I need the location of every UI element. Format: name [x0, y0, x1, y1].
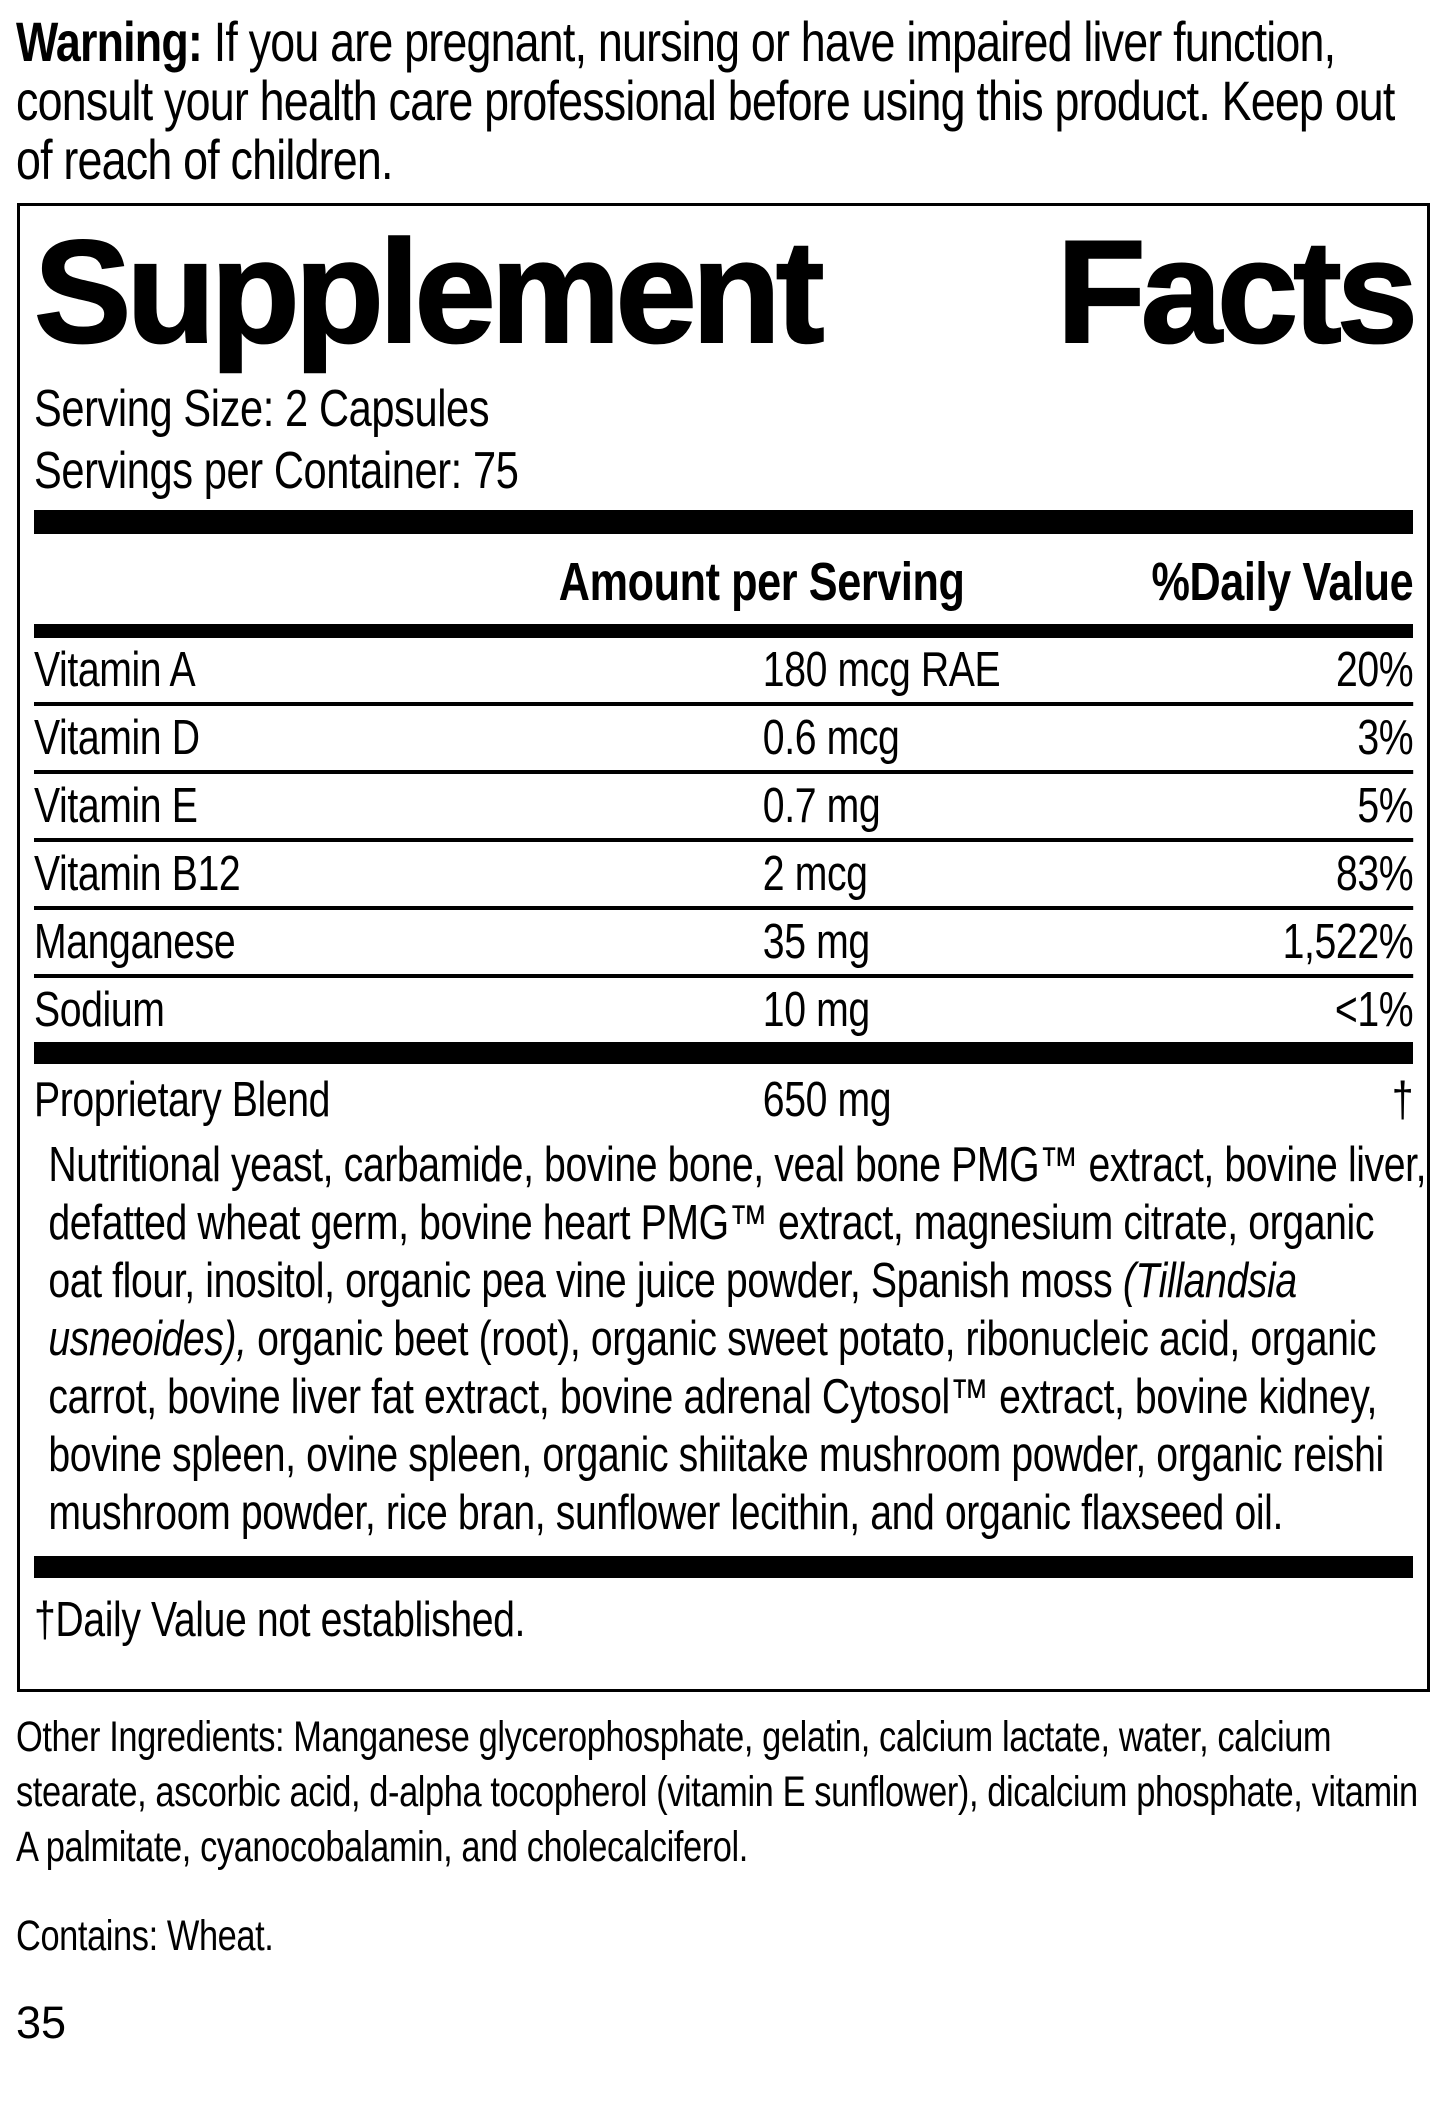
nutrient-name: Vitamin E [34, 779, 198, 833]
nutrient-row [34, 770, 1413, 838]
divider-medium-header [34, 624, 1413, 638]
nutrient-name: Manganese [34, 915, 236, 969]
divider-thick-bottom [34, 1556, 1413, 1578]
nutrient-name: Vitamin A [34, 643, 196, 697]
warning-paragraph [16, 12, 1429, 189]
other-ingredients: Other Ingredients: Manganese glycerophosphate, gelatin, calcium lactate, water, calcium stearate, ascorbic acid, d-alpha tocopherol (vitamin E sunflower), dicalcium phosphate, vitamin A palmitate, cyanocobalamin, and cholecalciferol. [16, 1713, 1418, 1871]
nutrient-row [34, 838, 1413, 906]
nutrient-dv: 1,522% [1282, 915, 1414, 969]
nutrient-amount: 10 mg [762, 983, 870, 1037]
nutrient-amount: 0.7 mg [762, 779, 881, 833]
nutrient-row [34, 638, 1413, 702]
nutrient-dv: 5% [1357, 779, 1414, 833]
serving-size: Serving Size: 2 Capsules [34, 380, 490, 438]
proprietary-blend-row [34, 1064, 1413, 1134]
nutrient-dv: 3% [1357, 711, 1414, 765]
nutrient-name: Vitamin B12 [34, 847, 241, 901]
daily-value-header: %Daily Value [1151, 552, 1414, 612]
column-header-row [34, 534, 1413, 624]
nutrient-name: Sodium [34, 983, 165, 1037]
nutrient-row [34, 974, 1413, 1042]
panel-title-right: Facts [1056, 210, 1413, 373]
nutrient-dv: <1% [1334, 983, 1414, 1037]
supplement-facts-panel [17, 203, 1430, 1692]
divider-thick-top [34, 510, 1413, 534]
nutrient-amount: 35 mg [762, 915, 870, 969]
nutrient-amount: 0.6 mcg [762, 711, 900, 765]
panel-title [34, 210, 1413, 373]
nutrient-name: Vitamin D [34, 711, 200, 765]
blend-description-latin-name: (Tillandsia usneoides), [48, 1254, 1297, 1366]
blend-amount: 650 mg [762, 1073, 892, 1127]
daily-value-footnote: †Daily Value not established. [34, 1593, 526, 1647]
blend-description-post: organic beet (root), organic sweet potato, ribonucleic acid, organic carrot, bovine liver fat extract, bovine adrenal Cytosol™ extract, bovine kidney, bovine spleen, ovine spleen, organic shiitake mushroom powder, organic reishi mushroom powder, rice bran, sunflower lecithin, and organic flaxseed oil. [48, 1312, 1384, 1540]
servings-per-container: Servings per Container: 75 [34, 442, 519, 500]
dagger-symbol: † [1391, 1073, 1414, 1127]
page-number: 35 [16, 1997, 67, 2048]
divider-thick-middle [34, 1042, 1413, 1064]
blend-name: Proprietary Blend [34, 1073, 331, 1127]
nutrient-row [34, 906, 1413, 974]
contains-statement: Contains: Wheat. [16, 1912, 274, 1960]
panel-title-left: Supplement [34, 210, 820, 373]
nutrient-row [34, 702, 1413, 770]
nutrient-dv: 20% [1335, 643, 1414, 697]
blend-description-pre: Nutritional yeast, carbamide, bovine bone, veal bone PMG™ extract, bovine liver, defatted wheat germ, bovine heart PMG™ extract, magnesium citrate, organic oat flour, inositol, organic pea vine juice powder, Spanish moss [48, 1138, 1427, 1308]
nutrient-amount: 180 mcg RAE [762, 643, 1001, 697]
amount-per-serving-header: Amount per Serving [558, 552, 965, 612]
blend-description [34, 1134, 1430, 1548]
warning-label: Warning: [16, 10, 203, 73]
supplement-label [0, 12, 1445, 2048]
nutrient-amount: 2 mcg [762, 847, 868, 901]
nutrient-dv: 83% [1335, 847, 1414, 901]
warning-text: If you are pregnant, nursing or have impaired liver function, consult your health care professional before using this product. Keep out of reach of children. [16, 10, 1395, 191]
